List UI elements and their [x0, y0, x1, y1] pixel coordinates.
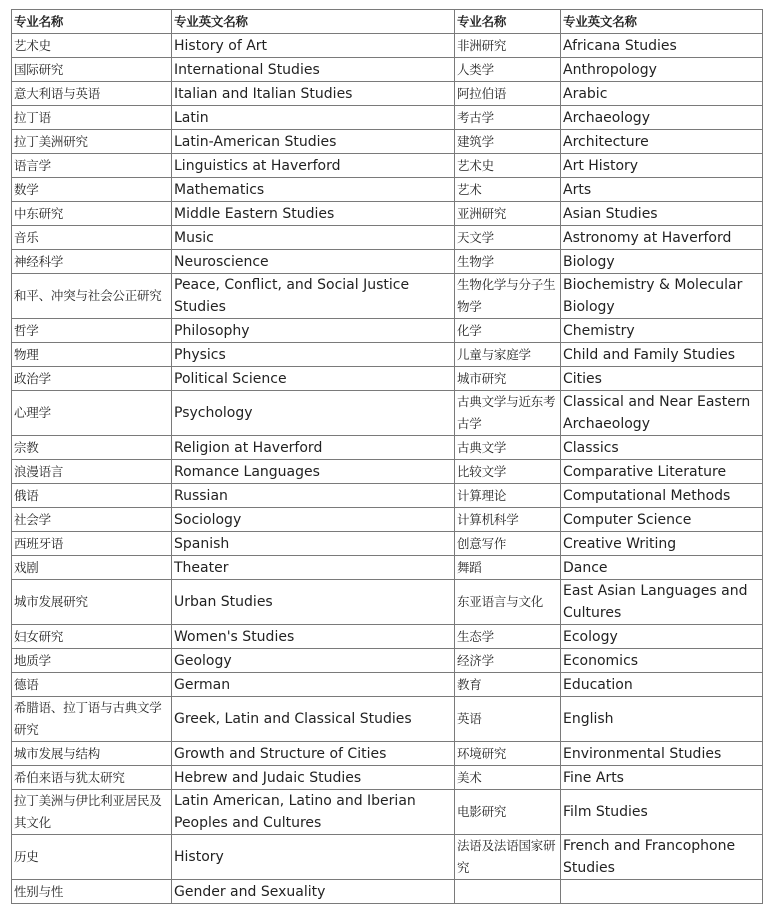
table-row: [12, 367, 763, 391]
table-row: [12, 106, 763, 130]
major-english-name: Biochemistry & Molecular Biology: [561, 274, 763, 319]
header-major-name: 专业名称: [455, 10, 561, 34]
major-english-name: Ecology: [561, 625, 763, 649]
major-english-name: Classical and Near Eastern Archaeology: [561, 391, 763, 436]
major-english-name: Computational Methods: [561, 484, 763, 508]
major-english-name: Art History: [561, 154, 763, 178]
major-chinese-name: 艺术史: [455, 154, 561, 178]
major-english-name: Middle Eastern Studies: [172, 202, 455, 226]
major-chinese-name: 经济学: [455, 649, 561, 673]
major-english-name: Education: [561, 673, 763, 697]
major-english-name: Latin: [172, 106, 455, 130]
major-chinese-name: 阿拉伯语: [455, 82, 561, 106]
major-chinese-name: 拉丁语: [12, 106, 172, 130]
table-row: [12, 178, 763, 202]
major-english-name: Child and Family Studies: [561, 343, 763, 367]
major-english-name: Asian Studies: [561, 202, 763, 226]
major-english-name: Italian and Italian Studies: [172, 82, 455, 106]
major-chinese-name: 考古学: [455, 106, 561, 130]
table-row: [12, 625, 763, 649]
majors-table: [11, 9, 763, 904]
major-chinese-name: 城市发展与结构: [12, 742, 172, 766]
major-chinese-name: 电影研究: [455, 790, 561, 835]
table-row: [12, 274, 763, 319]
major-english-name: German: [172, 673, 455, 697]
major-chinese-name: 法语及法语国家研究: [455, 835, 561, 880]
major-chinese-name: 国际研究: [12, 58, 172, 82]
major-chinese-name: 政治学: [12, 367, 172, 391]
major-english-name: Romance Languages: [172, 460, 455, 484]
major-chinese-name: 地质学: [12, 649, 172, 673]
major-english-name: Chemistry: [561, 319, 763, 343]
table-row: [12, 484, 763, 508]
major-english-name: Greek, Latin and Classical Studies: [172, 697, 455, 742]
major-chinese-name: 东亚语言与文化: [455, 580, 561, 625]
major-english-name: East Asian Languages and Cultures: [561, 580, 763, 625]
major-english-name: Anthropology: [561, 58, 763, 82]
major-chinese-name: 城市发展研究: [12, 580, 172, 625]
major-chinese-name: 社会学: [12, 508, 172, 532]
major-english-name: Physics: [172, 343, 455, 367]
major-chinese-name: 希腊语、拉丁语与古典文学研究: [12, 697, 172, 742]
major-chinese-name: 英语: [455, 697, 561, 742]
major-english-name: Dance: [561, 556, 763, 580]
major-chinese-name: 哲学: [12, 319, 172, 343]
major-chinese-name: 拉丁美洲研究: [12, 130, 172, 154]
major-chinese-name: 建筑学: [455, 130, 561, 154]
table-row: [12, 226, 763, 250]
major-chinese-name: 音乐: [12, 226, 172, 250]
table-row: [12, 34, 763, 58]
major-chinese-name: 心理学: [12, 391, 172, 436]
major-english-name: Astronomy at Haverford: [561, 226, 763, 250]
major-chinese-name: 宗教: [12, 436, 172, 460]
major-english-name: Growth and Structure of Cities: [172, 742, 455, 766]
major-english-name: Arabic: [561, 82, 763, 106]
major-english-name: Environmental Studies: [561, 742, 763, 766]
major-chinese-name: 神经科学: [12, 250, 172, 274]
major-english-name: Music: [172, 226, 455, 250]
table-row: [12, 82, 763, 106]
major-english-name: Hebrew and Judaic Studies: [172, 766, 455, 790]
major-chinese-name: 性别与性: [12, 880, 172, 904]
major-chinese-name: 中东研究: [12, 202, 172, 226]
major-chinese-name: 非洲研究: [455, 34, 561, 58]
table-header-row: [12, 10, 763, 34]
major-chinese-name: 生物化学与分子生物学: [455, 274, 561, 319]
major-english-name: Linguistics at Haverford: [172, 154, 455, 178]
header-major-english-name: 专业英文名称: [561, 10, 763, 34]
table-row: [12, 697, 763, 742]
major-chinese-name: 环境研究: [455, 742, 561, 766]
table-row: [12, 673, 763, 697]
table-row: [12, 202, 763, 226]
major-english-name: Cities: [561, 367, 763, 391]
major-english-name: Geology: [172, 649, 455, 673]
table-row: [12, 556, 763, 580]
header-major-name: 专业名称: [12, 10, 172, 34]
major-chinese-name: 舞蹈: [455, 556, 561, 580]
major-chinese-name: 儿童与家庭学: [455, 343, 561, 367]
major-english-name: Biology: [561, 250, 763, 274]
table-row: [12, 880, 763, 904]
major-chinese-name: 意大利语与英语: [12, 82, 172, 106]
table-row: [12, 508, 763, 532]
major-chinese-name: 城市研究: [455, 367, 561, 391]
table-row: [12, 742, 763, 766]
major-english-name: Classics: [561, 436, 763, 460]
table-row: [12, 436, 763, 460]
major-chinese-name: 美术: [455, 766, 561, 790]
table-row: [12, 391, 763, 436]
major-chinese-name: 艺术: [455, 178, 561, 202]
major-english-name: Arts: [561, 178, 763, 202]
major-english-name: English: [561, 697, 763, 742]
major-chinese-name: 人类学: [455, 58, 561, 82]
major-english-name: Creative Writing: [561, 532, 763, 556]
major-chinese-name: 戏剧: [12, 556, 172, 580]
header-major-english-name: 专业英文名称: [172, 10, 455, 34]
major-chinese-name: 教育: [455, 673, 561, 697]
major-english-name: Peace, Conflict, and Social Justice Studies: [172, 274, 455, 319]
major-chinese-name: 艺术史: [12, 34, 172, 58]
major-english-name: Sociology: [172, 508, 455, 532]
major-english-name: Comparative Literature: [561, 460, 763, 484]
table-row: [12, 58, 763, 82]
major-english-name: Latin-American Studies: [172, 130, 455, 154]
table-row: [12, 343, 763, 367]
major-english-name: Economics: [561, 649, 763, 673]
major-english-name: Fine Arts: [561, 766, 763, 790]
table-row: [12, 319, 763, 343]
major-english-name: History of Art: [172, 34, 455, 58]
major-chinese-name: 历史: [12, 835, 172, 880]
major-chinese-name: 化学: [455, 319, 561, 343]
majors-table-container: [11, 9, 763, 904]
major-english-name: Urban Studies: [172, 580, 455, 625]
major-english-name: [561, 880, 763, 904]
major-chinese-name: 古典文学与近东考古学: [455, 391, 561, 436]
major-english-name: Gender and Sexuality: [172, 880, 455, 904]
major-english-name: Psychology: [172, 391, 455, 436]
major-english-name: Computer Science: [561, 508, 763, 532]
major-chinese-name: 创意写作: [455, 532, 561, 556]
major-chinese-name: 计算理论: [455, 484, 561, 508]
major-chinese-name: 亚洲研究: [455, 202, 561, 226]
table-row: [12, 766, 763, 790]
major-chinese-name: 语言学: [12, 154, 172, 178]
major-chinese-name: [455, 880, 561, 904]
major-chinese-name: 妇女研究: [12, 625, 172, 649]
major-english-name: Neuroscience: [172, 250, 455, 274]
major-chinese-name: 古典文学: [455, 436, 561, 460]
major-english-name: Archaeology: [561, 106, 763, 130]
table-row: [12, 580, 763, 625]
major-english-name: Film Studies: [561, 790, 763, 835]
major-english-name: French and Francophone Studies: [561, 835, 763, 880]
major-chinese-name: 数学: [12, 178, 172, 202]
major-chinese-name: 天文学: [455, 226, 561, 250]
major-english-name: Spanish: [172, 532, 455, 556]
major-chinese-name: 希伯来语与犹太研究: [12, 766, 172, 790]
major-chinese-name: 德语: [12, 673, 172, 697]
majors-table-body: [12, 34, 763, 904]
major-chinese-name: 西班牙语: [12, 532, 172, 556]
major-english-name: Latin American, Latino and Iberian Peoples and Cultures: [172, 790, 455, 835]
table-row: [12, 130, 763, 154]
major-english-name: Political Science: [172, 367, 455, 391]
major-english-name: Theater: [172, 556, 455, 580]
table-row: [12, 154, 763, 178]
major-chinese-name: 生物学: [455, 250, 561, 274]
major-chinese-name: 物理: [12, 343, 172, 367]
major-chinese-name: 比较文学: [455, 460, 561, 484]
table-row: [12, 649, 763, 673]
major-english-name: Philosophy: [172, 319, 455, 343]
major-english-name: International Studies: [172, 58, 455, 82]
major-english-name: History: [172, 835, 455, 880]
major-english-name: Women's Studies: [172, 625, 455, 649]
major-chinese-name: 生态学: [455, 625, 561, 649]
major-chinese-name: 计算机科学: [455, 508, 561, 532]
major-english-name: Russian: [172, 484, 455, 508]
table-row: [12, 460, 763, 484]
major-chinese-name: 俄语: [12, 484, 172, 508]
major-chinese-name: 拉丁美洲与伊比利亚居民及其文化: [12, 790, 172, 835]
major-english-name: Mathematics: [172, 178, 455, 202]
major-english-name: Religion at Haverford: [172, 436, 455, 460]
table-row: [12, 532, 763, 556]
major-chinese-name: 和平、冲突与社会公正研究: [12, 274, 172, 319]
table-row: [12, 250, 763, 274]
major-chinese-name: 浪漫语言: [12, 460, 172, 484]
major-english-name: Africana Studies: [561, 34, 763, 58]
table-row: [12, 835, 763, 880]
major-english-name: Architecture: [561, 130, 763, 154]
table-row: [12, 790, 763, 835]
